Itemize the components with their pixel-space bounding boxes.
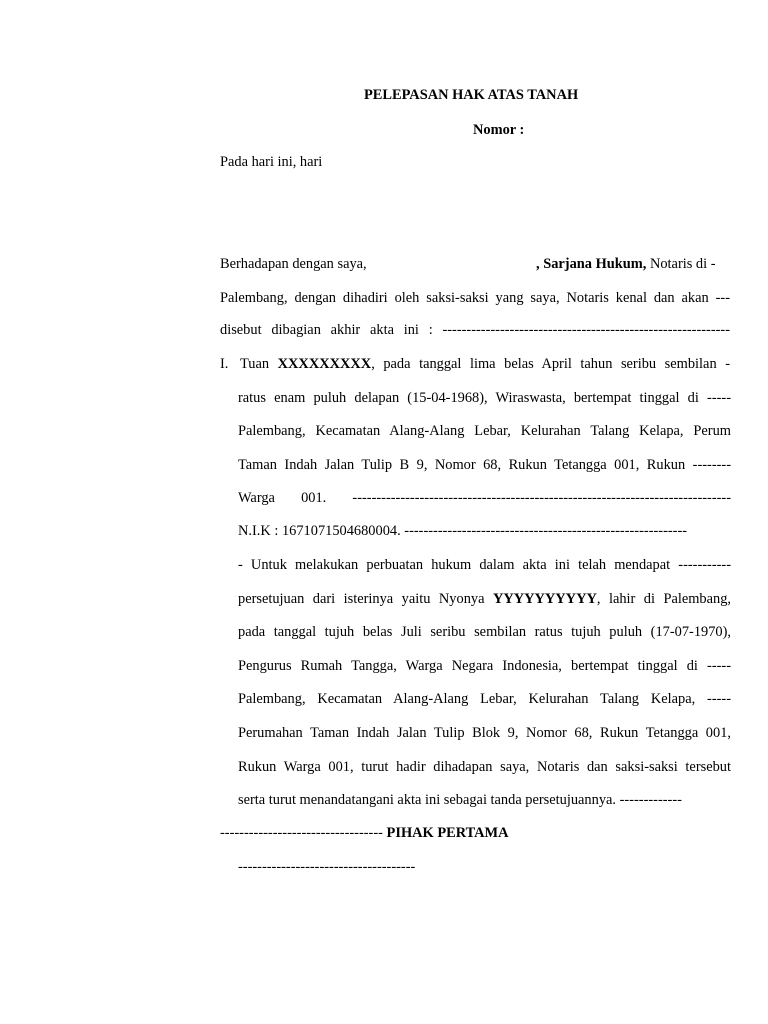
party1-nik: N.I.K : 1671071504680004. ----------------------------------------------------------- [238, 523, 688, 539]
party1-line: Warga 001. ------------------------------------------------------------------------------- [238, 490, 731, 506]
appearing-prefix: Berhadapan dengan saya, [220, 256, 367, 272]
tuan-label: Tuan [240, 356, 270, 372]
consent-line: - Untuk melakukan perbuatan hukum dalam akta ini telah mendapat ----------- [238, 557, 731, 573]
party1-line: Taman Indah Jalan Tulip B 9, Nomor 68, Rukun Tetangga 001, Rukun -------- [238, 457, 731, 473]
nomor-label: Nomor : [473, 122, 525, 138]
consent-line: Palembang, Kecamatan Alang-Alang Lebar, Kelurahan Talang Kelapa, ----- [238, 691, 731, 707]
paragraph-line: Palembang, dengan dihadiri oleh saksi-saksi yang saya, Notaris kenal dan akan --- [220, 290, 730, 306]
pihak-pertama-label: PIHAK PERTAMA [386, 825, 509, 841]
party1-line: ratus enam puluh delapan (15-04-1968), Wiraswasta, bertempat tinggal di ----- [238, 390, 731, 406]
party1-line1-rest: , pada tanggal lima belas April tahun seribu sembilan - [371, 356, 730, 372]
trailing-dashes: ------------------------------------- [238, 859, 416, 875]
consent-line: Perumahan Taman Indah Jalan Tulip Blok 9, Nomor 68, Rukun Tetangga 001, [238, 725, 731, 741]
consent-line: Rukun Warga 001, turut hadir dihadapan saya, Notaris dan saksi-saksi tersebut [238, 759, 731, 775]
consent-line: pada tanggal tujuh belas Juli seribu sembilan ratus tujuh puluh (17-07-1970), [238, 624, 731, 640]
party1-name: XXXXXXXXX [277, 356, 372, 372]
consent-line2-suffix: , lahir di Palembang, [596, 591, 731, 607]
appearing-line [220, 255, 730, 273]
party1-marker: I. [220, 356, 229, 372]
notary-title: , Sarjana Hukum, [536, 256, 647, 272]
appearing-suffix: Notaris di - [649, 256, 716, 272]
paragraph-line: disebut dibagian akhir akta ini : ------------------------------------------------------------ [220, 322, 730, 338]
consent-line2 [238, 590, 731, 608]
appearing-notary-block [536, 255, 716, 273]
spouse-name: YYYYYYYYYY [492, 591, 597, 607]
party1-line: Palembang, Kecamatan Alang-Alang Lebar, Kelurahan Talang Kelapa, Perum [238, 423, 731, 439]
consent-line: serta turut menandatangani akta ini sebagai tanda persetujuannya. ------------- [238, 792, 682, 808]
document-title: PELEPASAN HAK ATAS TANAH [364, 87, 579, 103]
pihak-pertama-dashes: ---------------------------------- [220, 825, 383, 841]
pihak-pertama-line [220, 824, 509, 842]
consent-line2-prefix: persetujuan dari isterinya yaitu Nyonya [238, 591, 485, 607]
party1-line1 [220, 355, 730, 373]
opening-line: Pada hari ini, hari [220, 154, 323, 170]
consent-line: Pengurus Rumah Tangga, Warga Negara Indonesia, bertempat tinggal di ----- [238, 658, 731, 674]
